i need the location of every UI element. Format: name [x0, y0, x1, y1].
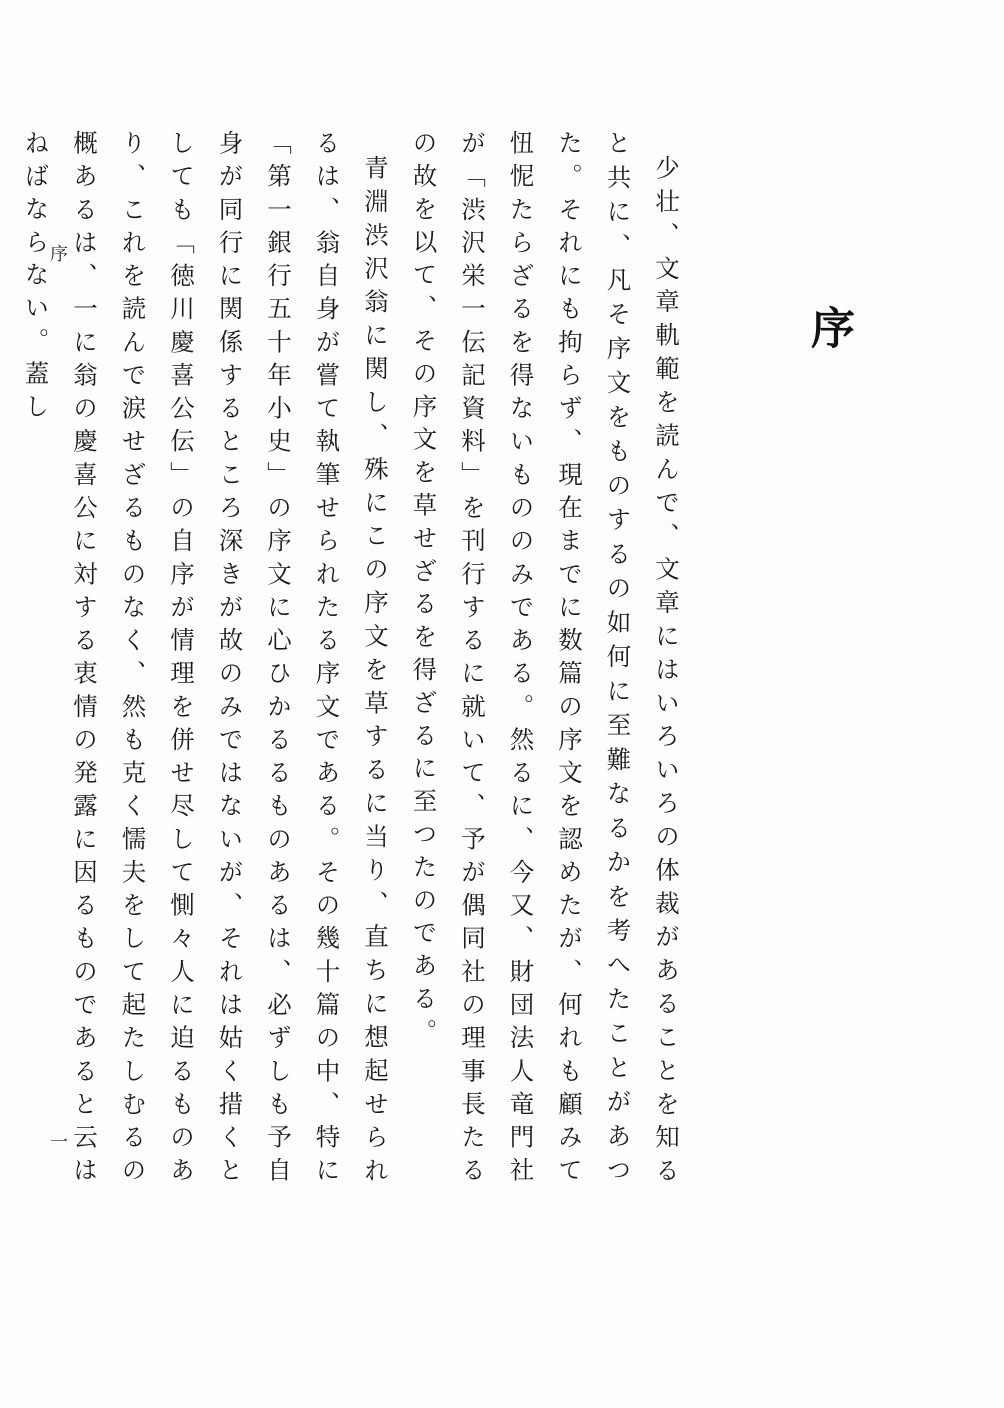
paragraph-2: 青淵渋沢翁に関し、殊にこの序文を草するに当り、直ちに想起せられるは、翁自身が嘗て執筆せられたる序文である。その幾十篇の中、特に「第一銀行五十年小史」の序文に心ひかるるものあるは、必ずしも予自身が同行に関係するところ深きが故のみではないが、それは姑く措くとしても「徳川慶喜公伝」の自序が情理を併せ尽して惻々人に迫るものあり、これを読んで涙せざるものなく、然も克く懦夫をして起たしむるの概あるは、一に翁の慶喜公に対する衷情の発露に因るものであると云はねばならない。蓋し [21, 130, 390, 1190]
paragraph-1: 少壮、文章軌範を読んで、文章にはいろいろの体裁があることを知ると共に、凡そ序文をものするの如何に至難なるかを考へたことがあつた。それにも拘らず、現在までに数篇の序文を認めたが、何れも顧みて忸怩たらざるを得ないもののみである。然るに、今又、財団法人竜門社が「渋沢栄一伝記資料」を刊行するに就いて、予が偶同社の理事長たるの故を以て、その序文を草せざるを得ざるに至つたのである。 [409, 130, 681, 1190]
page-number: 一 [47, 1132, 68, 1150]
body-text [21, 130, 690, 1190]
page-title: 序 [803, 305, 854, 349]
running-head: 序 [47, 244, 68, 262]
